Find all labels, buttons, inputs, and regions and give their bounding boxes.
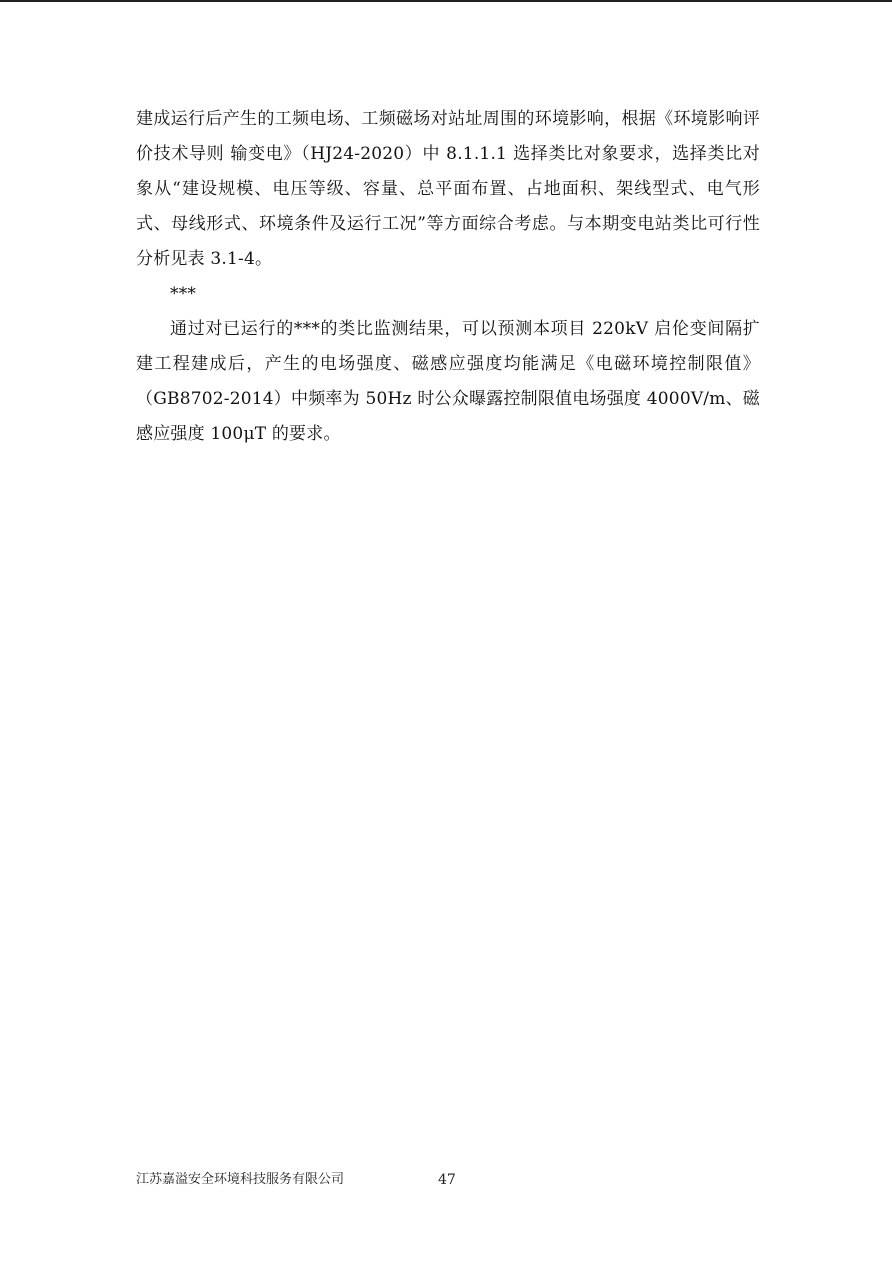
top-border-line	[0, 0, 892, 2]
paragraph-analogy-selection: 建成运行后产生的工频电场、工频磁场对站址周围的环境影响，根据《环境影响评价技术导则 输变电》（HJ24-2020）中 8.1.1.1 选择类比对象要求，选择类比对象从“建设规模、电压等级、容量、总平面布置、占地面积、架线型式、电气形式、母线形式、环境条件及运行工况”等方面综合考虑。与本期变电站类比可行性分析见表 3.1-4。	[136, 109, 760, 269]
document-body	[136, 102, 760, 452]
footer-page-number: 47	[438, 1172, 456, 1188]
footer-company-name: 江苏嘉溢安全环境科技服务有限公司	[136, 1172, 345, 1187]
paragraph-conclusion: 通过对已运行的***的类比监测结果，可以预测本项目 220kV 启伦变间隔扩建工程建成后，产生的电场强度、磁感应强度均能满足《电磁环境控制限值》（GB8702-2014）中频率为 50Hz 时公众曝露控制限值电场强度 4000V/m、磁感应强度 100μT 的要求。	[136, 319, 760, 444]
paragraph-placeholder: ***	[170, 284, 197, 304]
